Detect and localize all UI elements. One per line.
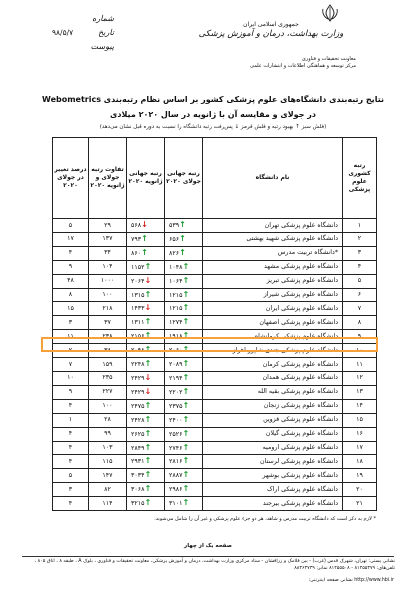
arrow-up-icon: ↑ [144, 331, 152, 341]
arrow-up-icon: ↑ [144, 261, 152, 271]
ranking-table [52, 137, 377, 511]
cell-name: دانشگاه علوم پزشکی بیرجند [203, 497, 343, 511]
cell-jan [127, 246, 165, 260]
arrow-up-icon: ↑ [182, 414, 190, 424]
cell-jan [127, 469, 165, 483]
cell-jan [127, 399, 165, 413]
ministry-header [181, 21, 361, 40]
table-row [53, 483, 377, 497]
cell-rank: ۱۳ [343, 385, 377, 399]
cell-july [165, 260, 203, 274]
rank-value: ۲۲۰۲ [169, 388, 183, 396]
arrow-up-icon: ↑ [179, 220, 186, 229]
cell-diff: ۹۹ [89, 427, 127, 441]
arrow-up-icon: ↑ [182, 484, 190, 494]
header-diff: تفاوت رتبه جولای و ژانویه ۲۰۲۰ [89, 138, 127, 219]
title-line-2: در جولای و مقایسه آن با ژانویه در سال ۲۰۲۰ میلادی [110, 110, 316, 119]
cell-diff: ۱۰۰ [89, 399, 127, 413]
cell-july [165, 441, 203, 455]
rank-value: ۲۸۱۶ [169, 458, 183, 466]
arrow-up-icon: ↑ [144, 442, 152, 452]
arrow-up-icon: ↑ [144, 317, 152, 327]
table-row [53, 497, 377, 511]
letter-meta [52, 12, 114, 54]
cell-diff: ۱۰۰۰ [89, 274, 127, 288]
cell-diff: ۸۲ [89, 483, 127, 497]
arrow-down-icon: ↓ [144, 303, 152, 313]
cell-pct: ۸ [53, 288, 89, 302]
cell-july [165, 274, 203, 288]
cell-diff: ۱۰۳ [89, 441, 127, 455]
cell-diff: ۲۱۸ [89, 302, 127, 316]
meta-number-label: شماره [92, 14, 114, 23]
table-row [53, 219, 377, 233]
table-row [53, 441, 377, 455]
cell-pct: ۴ [53, 497, 89, 511]
arrow-up-icon: ↑ [144, 484, 152, 494]
cell-name: *دانشگاه تربیت مدرس [203, 246, 343, 260]
cell-jan [127, 385, 165, 399]
rank-value: ۵۶۸ [131, 222, 142, 229]
cell-july [165, 427, 203, 441]
cell-name: دانشگاه علوم پزشکی کرمان [203, 358, 343, 372]
cell-rank: ۱۶ [343, 427, 377, 441]
cell-jan [127, 358, 165, 372]
arrow-up-icon: ↑ [144, 359, 152, 369]
cell-jan [127, 302, 165, 316]
arrow-up-icon: ↑ [182, 261, 190, 271]
arrow-up-icon: ↑ [182, 289, 190, 299]
cell-name: دانشگاه علوم پزشکی جندی شاپور اهواز [203, 344, 343, 358]
cell-rank: ۲۰ [343, 483, 377, 497]
cell-jan [127, 497, 165, 511]
cell-jan [127, 427, 165, 441]
cell-july [165, 455, 203, 469]
arrow-up-icon: ↑ [179, 233, 186, 243]
cell-name: دانشگاه علوم پزشکی ارومیه [203, 441, 343, 455]
cell-name: دانشگاه علوم پزشکی تهران [203, 219, 343, 233]
cell-rank: ۵ [343, 274, 377, 288]
footer-divider [22, 556, 394, 557]
cell-name: دانشگاه علوم پزشکی قزوین [203, 413, 343, 427]
cell-pct: ۷ [53, 358, 89, 372]
cell-diff: ۳۸ [89, 344, 127, 358]
header-world-july: رتبه جهانی جولای ۲۰۲۰ [165, 138, 203, 219]
table-row [53, 385, 377, 399]
arrow-up-icon: ↑ [182, 303, 190, 313]
arrow-up-icon: ↑ [182, 331, 190, 341]
rank-value: ۲۱۹۴ [169, 374, 183, 382]
cell-july [165, 288, 203, 302]
cell-name: دانشگاه علوم پزشکی مشهد [203, 260, 343, 274]
cell-diff: ۱۰۴ [89, 260, 127, 274]
cell-july [165, 316, 203, 330]
cell-pct: ۴ [53, 246, 89, 260]
cell-jan [127, 274, 165, 288]
rank-value: ۲۵۲۶ [169, 430, 183, 438]
rank-value: ۲۳۷۵ [169, 402, 183, 410]
ministry-name: وزارت بهداشت، درمان و آموزش پزشکی [198, 29, 344, 39]
cell-name: دانشگاه علوم پزشکی اراک [203, 483, 343, 497]
cell-july [165, 219, 203, 233]
iran-emblem-icon [319, 4, 341, 22]
arrow-up-icon: ↑ [144, 345, 152, 355]
rank-value: ۱۱۵۲ [131, 263, 145, 271]
rank-value: ۱۳۱۱ [131, 319, 145, 327]
table-row [53, 371, 377, 385]
rank-value: ۲۹۳۱ [131, 458, 145, 466]
rank-value: ۱۳۱۵ [131, 291, 145, 299]
cell-name: دانشگاه علوم پزشکی کرمانشاه [203, 330, 343, 344]
cell-diff: ۱۵۹ [89, 358, 127, 372]
cell-rank: ۱ [343, 219, 377, 233]
arrow-up-icon: ↑ [144, 289, 152, 299]
rank-value: ۱۲۱۵ [169, 305, 183, 313]
cell-diff: ۲۸ [89, 413, 127, 427]
arrow-up-icon: ↑ [182, 498, 190, 508]
meta-number-row [52, 12, 114, 26]
cell-rank: ۱۹ [343, 469, 377, 483]
page-label: صفحه یک از چهار [184, 543, 232, 549]
cell-name: دانشگاه علوم پزشکی تبریز [203, 274, 343, 288]
rank-value: ۲۷۴۶ [169, 444, 183, 452]
arrow-up-icon: ↑ [144, 428, 152, 438]
header-world-january: رتبه جهانی ژانویه ۲۰۲۰ [127, 138, 165, 219]
cell-rank: ۹ [343, 330, 377, 344]
cell-name: دانشگاه علوم پزشکی شهید بهشتی [203, 232, 343, 246]
rank-value: ۲۴۷۵ [131, 402, 145, 410]
rank-value: ۲۶۲۵ [131, 430, 145, 438]
cell-july [165, 497, 203, 511]
cell-rank: ۱۰ [343, 344, 377, 358]
meta-attachment-label: پیوست [90, 42, 114, 51]
deputy-name: معاونت تحقیقات و فناوری [301, 56, 356, 62]
table-row [53, 399, 377, 413]
cell-diff: ۲۳۸ [89, 330, 127, 344]
cell-diff: ۱۰۰ [89, 288, 127, 302]
cell-pct: ۴ [53, 399, 89, 413]
arrow-up-icon: ↑ [182, 428, 190, 438]
cell-name: دانشگاه علوم پزشکی بوشهر [203, 469, 343, 483]
rank-value: ۲۰۸۹ [169, 361, 183, 369]
table-row [53, 358, 377, 372]
arrow-legend-note: (فلش سبز ↑ بهبود رتبه و فلش قرمز ↓ پس‌رفت رتبه دانشگاه را نسبت به دوره قبل نشان می‌دهد) [99, 124, 327, 130]
table-row [53, 232, 377, 246]
cell-diff: ۲۲۷ [89, 385, 127, 399]
cell-jan [127, 260, 165, 274]
cell-rank: ۷ [343, 302, 377, 316]
rank-value: ۱۴۳۳ [131, 305, 145, 313]
cell-july [165, 371, 203, 385]
cell-rank: ۱۵ [343, 413, 377, 427]
cell-name: دانشگاه علوم پزشکی لرستان [203, 455, 343, 469]
arrow-up-icon: ↑ [144, 414, 152, 424]
arrow-up-icon: ↑ [144, 456, 152, 466]
cell-pct: ۹ [53, 260, 89, 274]
rank-value: ۳۱۰۱ [169, 500, 183, 508]
cell-rank: ۱۴ [343, 399, 377, 413]
rank-value: ۲۸۸۷ [169, 472, 183, 480]
cell-pct: ۴۸ [53, 274, 89, 288]
rank-value: ۲۹۸۶ [169, 486, 183, 494]
rank-value: ۲۰۹۸ [131, 347, 145, 355]
rank-value: ۱۲۷۴ [169, 319, 183, 327]
arrow-up-icon: ↑ [182, 470, 190, 480]
cell-jan [127, 483, 165, 497]
cell-rank: ۱۸ [343, 455, 377, 469]
cell-rank: ۱۱ [343, 358, 377, 372]
arrow-up-icon: ↑ [182, 456, 190, 466]
cell-rank: ۱۲ [343, 371, 377, 385]
rank-value: ۲۲۴۸ [131, 361, 145, 369]
highlight-box [41, 337, 378, 355]
title-line-1: نتایج رتبه‌بندی دانشگاه‌های علوم پزشکی کشور بر اساس نظام رتبه‌بندی Webometrics [42, 95, 384, 104]
table-row [53, 302, 377, 316]
meta-attachment-row [52, 40, 114, 54]
arrow-up-icon: ↑ [144, 498, 152, 508]
cell-pct: ۲ [53, 344, 89, 358]
arrow-down-icon: ↓ [144, 386, 152, 396]
cell-rank: ۸ [343, 316, 377, 330]
rank-value: ۲۴۰۰ [169, 416, 183, 424]
rank-value: ۸۶۰ [131, 249, 142, 257]
arrow-up-icon: ↑ [144, 400, 152, 410]
footnote: * لازم به ذکر است که دانشگاه تربیت مدرس و شاهد، هر دو جزء علوم پزشکی و غیر آن را شامل می‌شوند. [154, 516, 376, 522]
table-row [53, 288, 377, 302]
cell-rank: ۳ [343, 246, 377, 260]
cell-diff: ۱۱۵ [89, 455, 127, 469]
cell-name: دانشگاه علوم پزشکی شیراز [203, 288, 343, 302]
cell-rank: ۲ [343, 232, 377, 246]
document-title [40, 92, 386, 122]
meta-date-value: ۹۸/۵/۷ [52, 28, 74, 37]
table-header-row [53, 138, 377, 219]
cell-jan [127, 455, 165, 469]
cell-diff: ۳۷ [89, 316, 127, 330]
website-line: http://www.hbi.ir نشانی صفحه اینترنتی: [308, 578, 394, 583]
header-pct: درصد تغییر در جولای ۲۰۲۰ [53, 138, 89, 219]
cell-jan [127, 441, 165, 455]
table-row [53, 455, 377, 469]
rank-value: ۱۰۶۴ [169, 277, 183, 285]
header-university: نام دانشگاه [203, 138, 343, 219]
rank-value: ۱۹۱۸ [169, 333, 183, 341]
rank-value: ۶۵۶ [169, 235, 180, 243]
cell-diff: ۱۱۴ [89, 497, 127, 511]
cell-name: دانشگاه علوم پزشکی زنجان [203, 399, 343, 413]
rank-value: ۳۲۱۵ [131, 500, 145, 508]
rank-value: ۸۲۶ [169, 249, 180, 257]
arrow-up-icon: ↑ [182, 317, 190, 327]
postal-address: نشانی پستی: تهران، شهرک قدس (غرب) - بین فلامک و زرافشان - ستاد مرکزی وزارت بهداشت، درمان و آموزش پزشکی، معاونت تحقیقات و فناوری ، بلوک A ، طبقه ۸ ، اتاق ۸۰۵ ، تلفن‌های: ۸۱۴۵۵۳۷۹ - ۸۱۴۵۵۵۰۸ نمابر: ۸۸۳۶۳۷۳۹ [34, 559, 395, 571]
cell-pct: ۵ [53, 469, 89, 483]
cell-rank: ۶ [343, 288, 377, 302]
meta-date-row [52, 26, 114, 40]
rank-value: ۱۲۱۵ [169, 291, 183, 299]
cell-diff: ۲۹ [89, 219, 127, 233]
cell-july [165, 469, 203, 483]
cell-pct: ۱ [53, 413, 89, 427]
cell-july [165, 246, 203, 260]
cell-jan [127, 371, 165, 385]
cell-jan [127, 316, 165, 330]
arrow-up-icon: ↑ [182, 372, 190, 382]
cell-pct: ۹ [53, 385, 89, 399]
cell-pct: ۳ [53, 316, 89, 330]
arrow-up-icon: ↑ [141, 233, 148, 243]
arrow-up-icon: ↑ [182, 359, 190, 369]
rank-value: ۲۴۲۸ [131, 416, 145, 424]
cell-july [165, 232, 203, 246]
cell-july [165, 483, 203, 497]
cell-jan [127, 232, 165, 246]
table-row [53, 427, 377, 441]
rank-value: ۵۳۹ [169, 222, 180, 229]
arrow-up-icon: ↑ [141, 247, 148, 257]
rank-value: ۲۱۵۶ [131, 333, 145, 341]
rank-value: ۲۰۶۰ [169, 347, 183, 355]
arrow-up-icon: ↑ [182, 386, 190, 396]
cell-pct: ۴ [53, 441, 89, 455]
cell-july [165, 358, 203, 372]
cell-diff: ۱۳۷ [89, 232, 127, 246]
arrow-up-icon: ↑ [182, 345, 190, 355]
cell-pct: ۴ [53, 455, 89, 469]
cell-rank: ۲۱ [343, 497, 377, 511]
arrow-up-icon: ↑ [182, 275, 190, 285]
cell-name: دانشگاه علوم پزشکی همدان [203, 371, 343, 385]
cell-pct: ۴ [53, 427, 89, 441]
header-national-rank: رتبه کشوری علوم پزشکی [343, 138, 377, 219]
cell-jan [127, 219, 165, 233]
cell-diff: ۳۴ [89, 246, 127, 260]
cell-pct: ۱۷ [53, 232, 89, 246]
table-row [53, 246, 377, 260]
cell-july [165, 385, 203, 399]
arrow-down-icon: ↓ [144, 372, 152, 382]
cell-july [165, 413, 203, 427]
arrow-up-icon: ↑ [179, 247, 186, 257]
rank-value: ۲۴۲۹ [131, 374, 145, 382]
table-row [53, 260, 377, 274]
center-name: مرکز توسعه و هماهنگی اطلاعات و انتشارات علمی [250, 63, 356, 69]
department-lines [176, 56, 356, 70]
arrow-up-icon: ↑ [182, 442, 190, 452]
cell-name: دانشگاه علوم پزشکی ایران [203, 302, 343, 316]
cell-pct: ۵ [53, 219, 89, 233]
cell-pct: ۱۱ [53, 330, 89, 344]
rank-value: ۳۰۳۴ [131, 472, 145, 480]
cell-july [165, 399, 203, 413]
rank-value: ۷۹۳ [131, 235, 142, 243]
cell-name: دانشگاه علوم پزشکی گیلان [203, 427, 343, 441]
arrow-down-icon: ↓ [144, 275, 152, 285]
rank-value: ۳۰۶۸ [131, 486, 145, 494]
meta-date-label: تاریخ [98, 28, 114, 37]
cell-jan [127, 288, 165, 302]
cell-diff: ۱۴۷ [89, 469, 127, 483]
cell-rank: ۱۷ [343, 441, 377, 455]
republic-line: جمهوری اسلامی ایران [243, 21, 299, 28]
cell-july [165, 302, 203, 316]
table-row [53, 469, 377, 483]
table-row [53, 274, 377, 288]
cell-name: دانشگاه علوم پزشکی اصفهان [203, 316, 343, 330]
cell-pct: ۱۰ [53, 371, 89, 385]
cell-rank: ۴ [343, 260, 377, 274]
cell-pct: ۱۵ [53, 302, 89, 316]
table-body [53, 219, 377, 511]
cell-diff: ۲۳۵ [89, 371, 127, 385]
cell-pct: ۳ [53, 483, 89, 497]
arrow-up-icon: ↑ [182, 400, 190, 410]
arrow-up-icon: ↑ [144, 470, 152, 480]
rank-value: ۲۴۲۹ [131, 388, 145, 396]
cell-jan [127, 413, 165, 427]
table-row [53, 316, 377, 330]
table-row [53, 413, 377, 427]
rank-value: ۲۰۶۴ [131, 277, 145, 285]
rank-value: ۲۸۴۹ [131, 444, 145, 452]
arrow-down-icon: ↓ [141, 220, 148, 229]
cell-name: دانشگاه علوم پزشکی بقیه الله [203, 385, 343, 399]
rank-value: ۱۰۴۸ [169, 263, 183, 271]
